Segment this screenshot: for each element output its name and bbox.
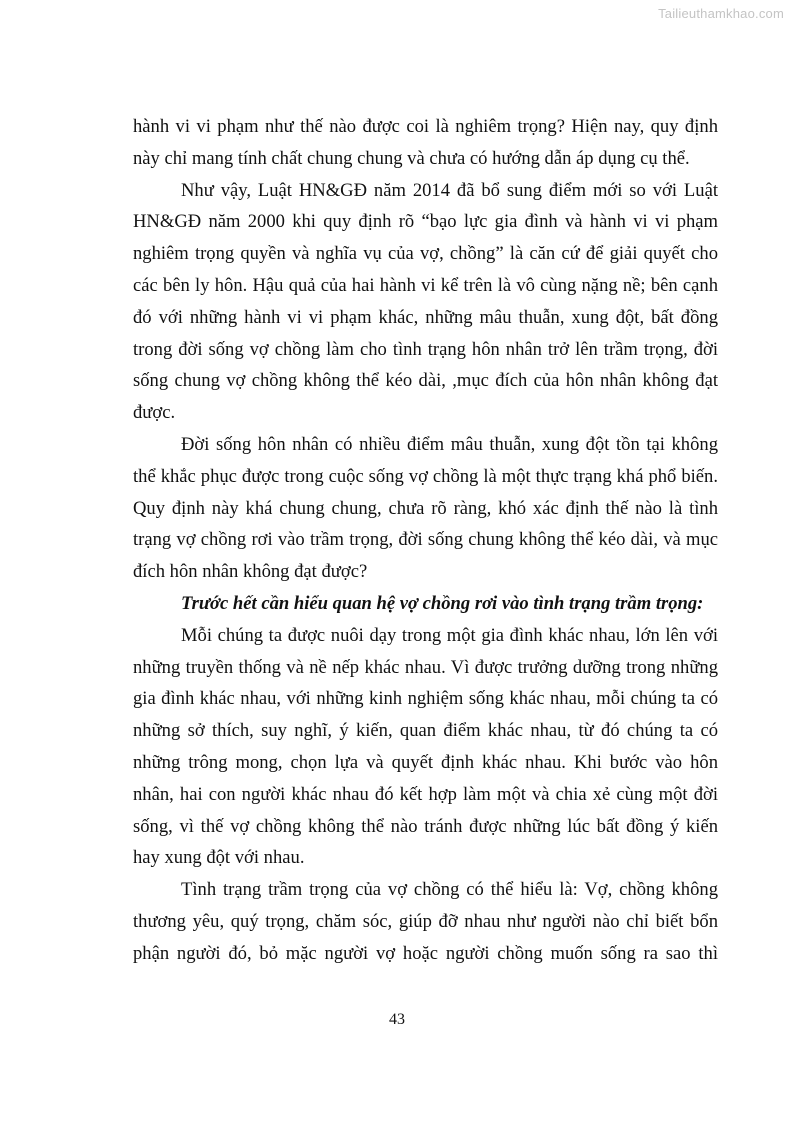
text-line: Như vậy, Luật HN&GĐ năm 2014 đã bổ sung điểm mới so với Luật [181,179,718,201]
text-line: đó với những hành vi vi phạm khác, những mâu thuẫn, xung đột, bất đồng [133,306,718,328]
text-line: này chỉ mang tính chất chung chung và chưa có hướng dẫn áp dụng cụ thể. [133,147,690,169]
text-line: phận người đó, bỏ mặc người vợ hoặc người chồng muốn sống ra sao thì [133,942,718,964]
text-line: những truyền thống và nề nếp khác nhau. Vì được trưởng dưỡng trong những [133,656,718,678]
text-line: nhân, hai con người khác nhau đó kết hợp làm một và chia xẻ cùng một đời [133,783,718,805]
text-line: Quy định này khá chung chung, chưa rõ ràng, khó xác định thế nào là tình [133,497,718,519]
text-line: thương yêu, quý trọng, chăm sóc, giúp đỡ nhau như người nào chỉ biết bổn [133,910,718,932]
text-line: hay xung đột với nhau. [133,847,305,869]
page-body [133,111,718,970]
text-line: đích hôn nhân không đạt được? [133,561,368,583]
text-line: gia đình khác nhau, với những kinh nghiệm sống khác nhau, mỗi chúng ta có [133,688,718,710]
section-heading: Trước hết cần hiểu quan hệ vợ chồng rơi vào tình trạng trầm trọng: [181,592,704,614]
text-line: nghiêm trọng quyền và nghĩa vụ của vợ, chồng” là căn cứ để giải quyết cho [133,243,718,265]
page-number: 43 [389,1011,405,1028]
text-line: HN&GĐ năm 2000 khi quy định rõ “bạo lực gia đình và hành vi vi phạm [133,211,718,233]
text-line: sống chung vợ chồng không thể kéo dài, ,mục đích của hôn nhân không đạt [133,370,718,392]
watermark: Tailieuthamkhao.com [658,6,784,21]
text-line: những sở thích, suy nghĩ, ý kiến, quan điểm khác nhau, từ đó chúng ta có [133,720,718,742]
text-line: sống, vì thế vợ chồng không thể nào tránh được những lúc bất đồng ý kiến [133,815,718,837]
text-line: trạng vợ chồng rơi vào trầm trọng, đời sống chung không thể kéo dài, và mục [133,529,718,551]
text-line: những trông mong, chọn lựa và quyết định khác nhau. Khi bước vào hôn [133,751,718,773]
text-line: hành vi vi phạm như thế nào được coi là nghiêm trọng? Hiện nay, quy định [133,116,718,137]
text-line: Đời sống hôn nhân có nhiều điểm mâu thuẫn, xung đột tồn tại không [181,433,718,455]
text-line: các bên ly hôn. Hậu quả của hai hành vi kể trên là vô cùng nặng nề; bên cạnh [133,274,718,296]
text-line: được. [133,402,176,424]
text-line: thể khắc phục được trong cuộc sống vợ chồng là một thực trạng khá phổ biến. [133,465,718,487]
text-line: Tình trạng trầm trọng của vợ chồng có thể hiểu là: Vợ, chồng không [181,879,718,901]
text-line: trong đời sống vợ chồng làm cho tình trạng hôn nhân trở lên trầm trọng, đời [133,338,718,360]
text-line: Mỗi chúng ta được nuôi dạy trong một gia đình khác nhau, lớn lên với [181,624,718,646]
